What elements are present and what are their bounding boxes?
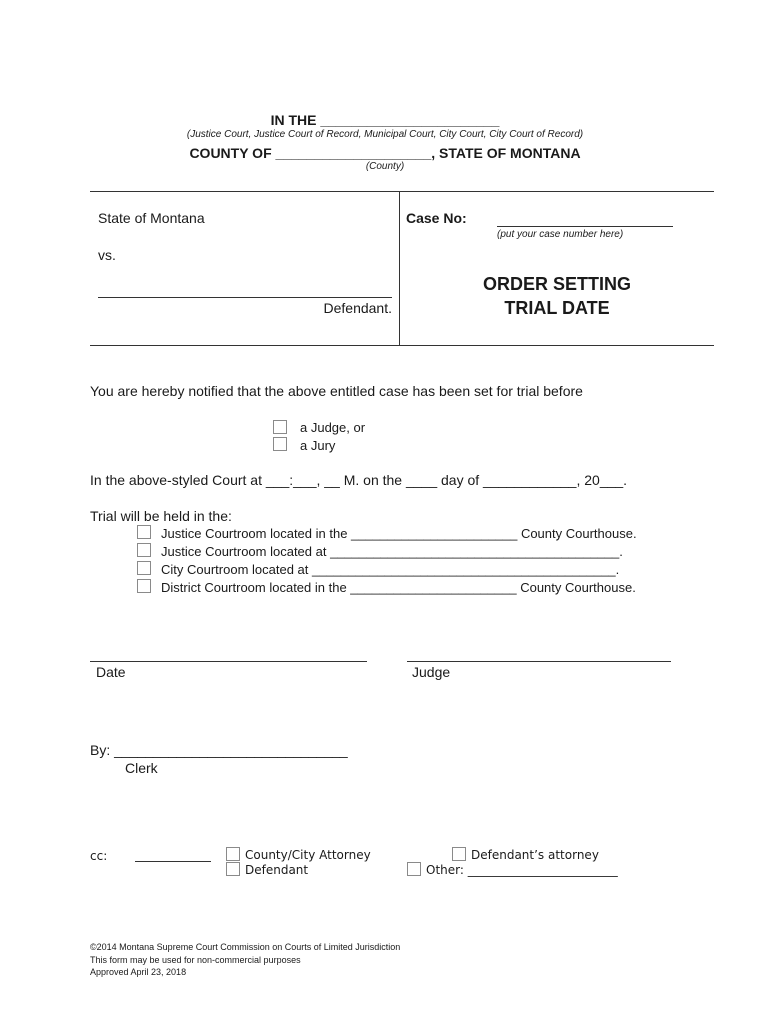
defendant-name-line[interactable]: [98, 297, 392, 298]
trial-notice-text: You are hereby notified that the above entitled case has been set for trial before: [90, 383, 583, 399]
judge-label: Judge: [412, 664, 451, 680]
judge-checkbox[interactable]: [273, 420, 287, 434]
date-signature-line[interactable]: [90, 661, 367, 662]
jury-checkbox[interactable]: [273, 437, 287, 451]
date-label: Date: [96, 664, 126, 680]
district-courtroom-label: District Courtroom located in the _______________________ County Courthouse.: [161, 580, 636, 595]
plaintiff-name: State of Montana: [98, 210, 205, 226]
footer-copyright: ©2014 Montana Supreme Court Commission on Courts of Limited Jurisdiction: [90, 942, 401, 952]
city-courtroom-checkbox[interactable]: [137, 561, 151, 575]
defendants-attorney-label: Defendant’s attorney: [471, 848, 599, 862]
county-city-attorney-label: County/City Attorney: [245, 848, 371, 862]
court-types-hint: (Justice Court, Justice Court of Record, Municipal Court, City Court, City Court of Record): [186, 129, 584, 140]
city-courtroom-label: City Courtroom located at __________________________________________.: [161, 562, 620, 577]
clerk-label: Clerk: [125, 760, 158, 776]
cc-date-line[interactable]: [135, 861, 211, 862]
footer-approved: Approved April 23, 2018: [90, 967, 187, 977]
caption-top-rule: [90, 191, 714, 192]
order-title-line1: ORDER SETTING: [482, 274, 631, 294]
case-number-field[interactable]: [497, 226, 673, 227]
court-date-time-line[interactable]: In the above-styled Court at ___:___, __ M. on the ____ day of ____________, 20___.: [90, 472, 628, 488]
footer-usage: This form may be used for non-commercial purposes: [90, 955, 301, 965]
cc-label: cc:: [90, 849, 108, 863]
defendant-cc-label: Defendant: [245, 863, 309, 877]
district-courtroom-checkbox[interactable]: [137, 579, 151, 593]
caption-divider: [399, 191, 400, 345]
other-cc-field[interactable]: Other: _________________________: [426, 863, 618, 877]
case-number-hint: (put your case number here): [497, 229, 624, 240]
trial-location-label: Trial will be held in the:: [90, 508, 232, 524]
county-state-line: COUNTY OF ____________________, STATE OF MONTANA: [189, 145, 581, 161]
caption-bottom-rule: [90, 345, 714, 346]
defendants-attorney-checkbox[interactable]: [452, 847, 466, 861]
case-number-label: Case No:: [406, 210, 467, 226]
county-hint: (County): [365, 161, 405, 172]
justice-courthouse-label: Justice Courtroom located in the _______________________ County Courthouse.: [161, 526, 637, 541]
order-title-line2: TRIAL DATE: [504, 298, 610, 318]
versus-label: vs.: [98, 247, 116, 263]
defendant-label: Defendant.: [323, 300, 392, 316]
judge-signature-line[interactable]: [407, 661, 671, 662]
justice-courthouse-checkbox[interactable]: [137, 525, 151, 539]
court-name-line: IN THE _______________________: [270, 112, 500, 128]
clerk-signature-line[interactable]: By: ______________________________: [90, 742, 348, 758]
jury-option-label: a Jury: [300, 438, 336, 453]
county-city-attorney-checkbox[interactable]: [226, 847, 240, 861]
justice-courtroom-checkbox[interactable]: [137, 543, 151, 557]
justice-courtroom-label: Justice Courtroom located at ________________________________________.: [161, 544, 623, 559]
defendant-cc-checkbox[interactable]: [226, 862, 240, 876]
other-cc-checkbox[interactable]: [407, 862, 421, 876]
judge-option-label: a Judge, or: [300, 420, 366, 435]
